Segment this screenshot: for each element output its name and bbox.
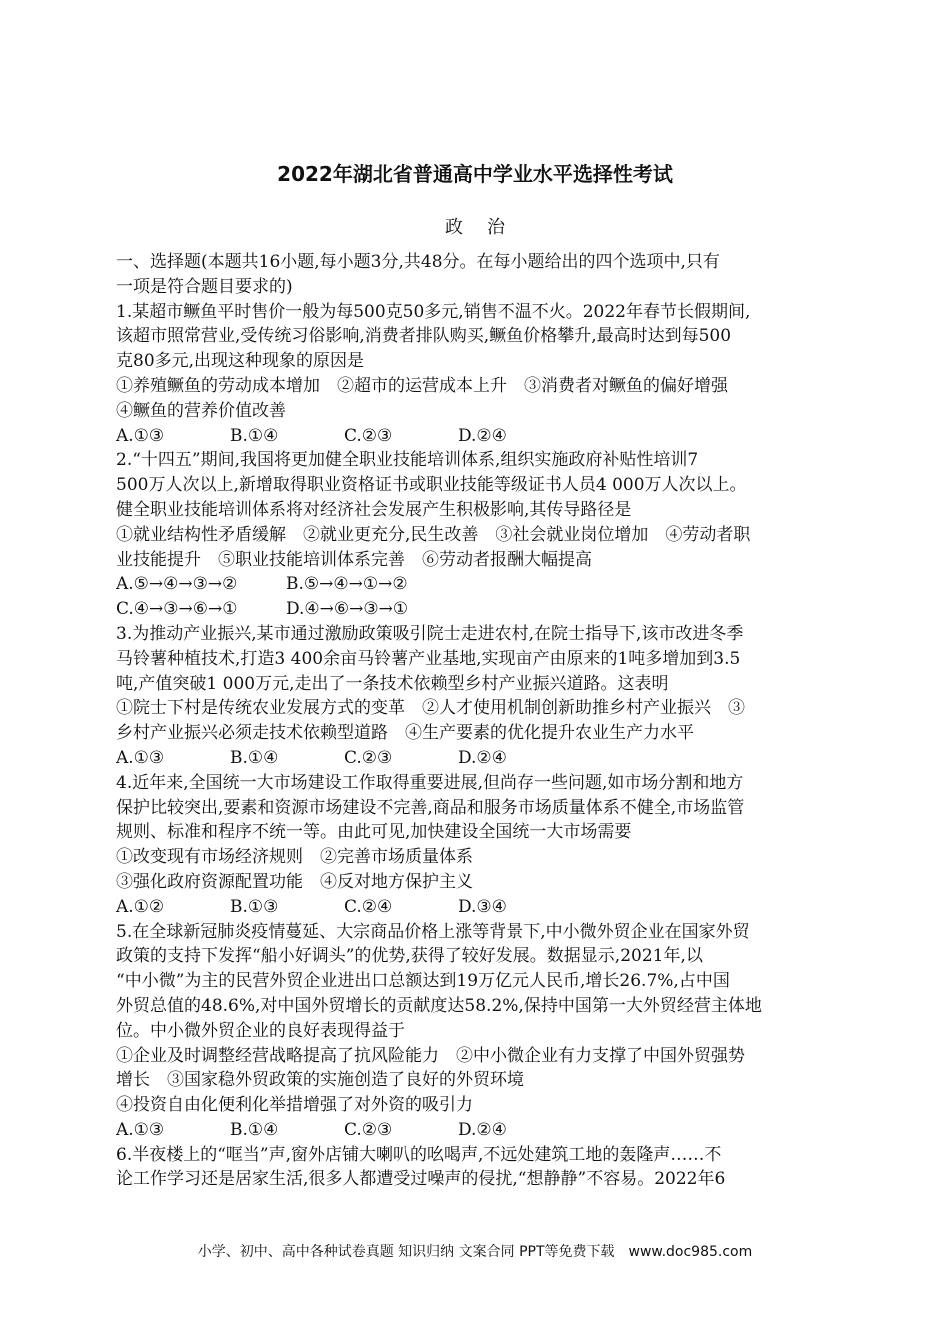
q4-option-a: A.①②	[116, 896, 165, 917]
q2-line: 业技能提升 ⑤职业技能培训体系完善 ⑥劳动者报酬大幅提高	[116, 549, 592, 570]
q4-line: ①改变现有市场经济规则 ②完善市场质量体系	[116, 847, 473, 868]
q5-option-a: A.①③	[116, 1119, 165, 1140]
q2-options-row1	[116, 572, 841, 597]
q2-option-a: A.⑤→④→③→②	[116, 574, 238, 595]
q2-line: ①就业结构性矛盾缓解 ②就业更充分,民生改善 ③社会就业岗位增加 ④劳动者职	[116, 524, 751, 545]
q4-option-b: B.①③	[230, 896, 279, 917]
q4-option-d: D.③④	[458, 896, 507, 917]
q4-line: 保护比较突出,要素和资源市场建设不完善,商品和服务市场质量体系不健全,市场监管	[116, 797, 745, 818]
q2-line: 500万人次以上,新增取得职业资格证书或职业技能等级证书人员4 000万人次以上。	[116, 475, 747, 496]
q1-line: ①养殖鳜鱼的劳动成本增加 ②超市的运营成本上升 ③消费者对鳜鱼的偏好增强	[116, 375, 728, 396]
q1-line: 克80多元,出现这种现象的原因是	[116, 351, 365, 372]
q2-line: 2.“十四五”期间,我国将更加健全职业技能培训体系,组织实施政府补贴性培训7	[116, 450, 699, 471]
q1-line: ④鳜鱼的营养价值改善	[116, 400, 286, 421]
section-instruction-line: 一项是符合题目要求的)	[116, 276, 293, 297]
q3-line: 乡村产业振兴必须走技术依赖型道路 ④生产要素的优化提升农业生产力水平	[116, 723, 694, 744]
q5-option-b: B.①④	[230, 1119, 279, 1140]
footer-banner: 小学、初中、高中各种试卷真题 知识归纳 文案合同 PPT等免费下载 www.doc985.com	[197, 1244, 753, 1260]
q4-line: 4.近年来,全国统一大市场建设工作取得重要进展,但尚存一些问题,如市场分割和地方	[116, 772, 744, 793]
q2-option-c: C.④→③→⑥→①	[116, 599, 238, 620]
q1-option-a: A.①③	[116, 425, 165, 446]
q6-line: 6.半夜楼上的“哐当”声,窗外店铺大喇叭的吆喝声,不远处建筑工地的轰隆声……不	[116, 1144, 722, 1165]
q3-option-a: A.①③	[116, 747, 165, 768]
q4-line: ③强化政府资源配置功能 ④反对地方保护主义	[116, 871, 473, 892]
q1-option-d: D.②④	[458, 425, 507, 446]
q3-option-d: D.②④	[458, 747, 507, 768]
q2-line: 健全职业技能培训体系将对经济社会发展产生积极影响,其传导路径是	[116, 499, 632, 520]
q2-option-d: D.④→⑥→③→①	[286, 599, 409, 620]
q5-line: ①企业及时调整经营战略提高了抗风险能力 ②中小微企业有力支撑了中国外贸强势	[116, 1045, 745, 1066]
q3-line: 马铃薯种植技术,打造3 400余亩马铃薯产业基地,实现亩产由原来的1吨多增加到3.5	[116, 648, 741, 669]
q1-line: 1.某超市鳜鱼平时售价一般为每500克50多元,销售不温不火。2022年春节长假期间,	[116, 301, 751, 322]
q5-line: 5.在全球新冠肺炎疫情蔓延、大宗商品价格上涨等背景下,中小微外贸企业在国家外贸	[116, 921, 750, 942]
q5-line: 增长 ③国家稳外贸政策的实施创造了良好的外贸环境	[116, 1070, 524, 1091]
section-instruction-line: 一、选择题(本题共16小题,每小题3分,共48分。在每小题给出的四个选项中,只有	[116, 252, 720, 272]
q5-line: 政策的支持下发挥“船小好调头”的优势,获得了较好发展。数据显示,2021年,以	[116, 946, 703, 967]
q1-line: 该超市照常营业,受传统习俗影响,消费者排队购买,鳜鱼价格攀升,最高时达到每500	[116, 326, 732, 347]
q5-line: 位。中小微外贸企业的良好表现得益于	[116, 1020, 405, 1041]
q3-options	[116, 746, 841, 771]
q5-option-c: C.②③	[344, 1119, 393, 1140]
q2-option-b: B.⑤→④→①→②	[286, 574, 408, 595]
q4-line: 规则、标准和程序不统一等。由此可见,加快建设全国统一大市场需要	[116, 822, 632, 843]
q3-line: 吨,产值突破1 000万元,走出了一条技术依赖型乡村产业振兴道路。这表明	[116, 673, 669, 694]
q5-line: 外贸总值的48.6%,对中国外贸增长的贡献度达58.2%,保持中国第一大外贸经营主体地	[116, 995, 762, 1016]
q5-option-d: D.②④	[458, 1119, 507, 1140]
q3-line: ①院士下村是传统农业发展方式的变革 ②人才使用机制创新助推乡村产业振兴 ③	[116, 698, 745, 719]
q3-option-c: C.②③	[344, 747, 393, 768]
q1-option-c: C.②③	[344, 425, 393, 446]
subject-heading: 政治	[445, 217, 529, 238]
q2-options-row2	[116, 597, 841, 622]
document-body	[116, 250, 841, 1192]
q4-option-c: C.②④	[344, 896, 393, 917]
q5-options	[116, 1118, 841, 1143]
q5-line: “中小微”为主的民营外贸企业进出口总额达到19万亿元人民币,增长26.7%,占中国	[116, 971, 730, 992]
q1-option-b: B.①④	[230, 425, 279, 446]
q6-line: 论工作学习还是居家生活,很多人都遭受过噪声的侵扰,“想静静”不容易。2022年6	[116, 1169, 726, 1190]
q4-options	[116, 895, 841, 920]
q1-options	[116, 424, 841, 449]
q3-line: 3.为推动产业振兴,某市通过激励政策吸引院士走进农村,在院士指导下,该市改进冬季	[116, 623, 744, 644]
exam-title: 2022年湖北省普通高中学业水平选择性考试	[277, 162, 673, 186]
q5-line: ④投资自由化便利化举措增强了对外资的吸引力	[116, 1095, 473, 1116]
q3-option-b: B.①④	[230, 747, 279, 768]
